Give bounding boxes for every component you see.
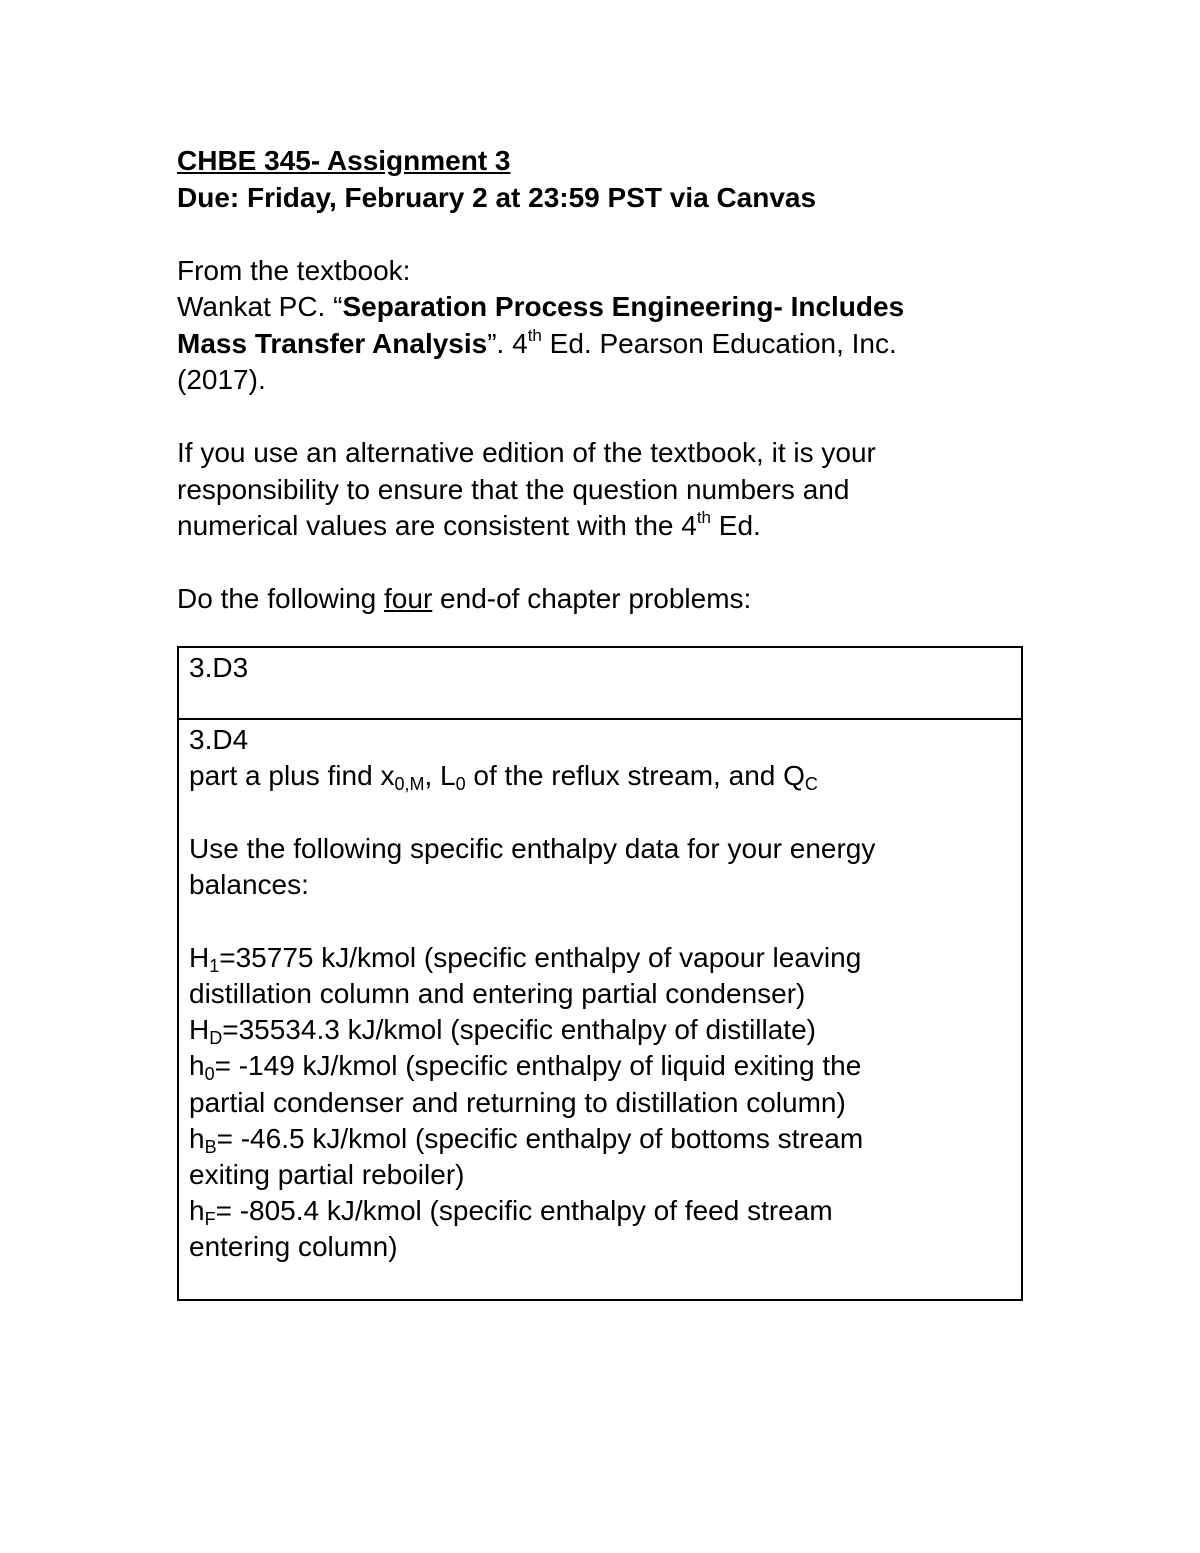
problem-part-a (189, 758, 1011, 794)
q-subscript: C (804, 774, 818, 795)
h0-subscript: 0 (204, 1064, 215, 1085)
hd-symbol: H (189, 1014, 210, 1046)
hf-subscript: F (204, 1209, 216, 1230)
hb-symbol: h (189, 1122, 205, 1154)
l-subscript: 0 (455, 774, 466, 795)
textbook-edition-superscript: th (527, 325, 542, 345)
x-symbol: x (380, 760, 395, 792)
enthalpy-intro-line1: Use the following specific enthalpy data for your energy (189, 832, 876, 864)
spacer (177, 216, 1027, 253)
separator: , (424, 760, 441, 792)
instructions-pre: Do the following (177, 583, 385, 614)
notice-line2: responsibility to ensure that the question numbers and (177, 473, 850, 505)
h1-text: =35775 kJ/kmol (specific enthalpy of vapour leaving (219, 941, 862, 973)
assignment-document (177, 143, 1027, 618)
enthalpy-h1-cont: distillation column and entering partial condenser) (189, 978, 806, 1010)
hd-subscript: D (209, 1028, 223, 1049)
h0-text: = -149 kJ/kmol (specific enthalpy of liquid exiting the (214, 1050, 862, 1082)
problem-id: 3.D4 (189, 724, 249, 755)
l-symbol: L (440, 760, 456, 792)
enthalpy-h1 (189, 940, 1011, 976)
instructions-post: end-of chapter problems: (432, 583, 752, 614)
h0-symbol: h (189, 1050, 205, 1082)
notice-line1: If you use an alternative edition of the textbook, it is your (177, 437, 876, 468)
notice-line3 (177, 508, 1027, 545)
enthalpy-intro-line2: balances: (189, 869, 309, 901)
spacer (189, 903, 1011, 940)
instructions-count: four (384, 583, 433, 614)
part-a-text: part a plus find (189, 760, 381, 792)
hb-text: = -46.5 kJ/kmol (specific enthalpy of bottoms stream (216, 1122, 864, 1154)
notice-line3-text: numerical values are consistent with the 4 (177, 510, 697, 541)
h1-symbol: H (189, 941, 210, 973)
textbook-citation-line1 (177, 289, 1027, 326)
enthalpy-hb-cont: exiting partial reboiler) (189, 1159, 465, 1191)
enthalpy-hf (189, 1193, 1011, 1229)
textbook-title-part1: Separation Process Engineering- Includes (342, 291, 905, 322)
problem-id: 3.D3 (189, 652, 249, 683)
hf-text: = -805.4 kJ/kmol (specific enthalpy of feed stream (215, 1195, 833, 1227)
textbook-title-part2: Mass Transfer Analysis (177, 327, 488, 359)
textbook-citation-line2 (177, 326, 1027, 363)
textbook-year: (2017). (177, 364, 266, 395)
problem-cell (178, 719, 1022, 1300)
notice-line3-end: Ed. (711, 510, 761, 541)
hb-subscript: B (204, 1136, 217, 1157)
due-date: Due: Friday, February 2 at 23:59 PST via Canvas (177, 181, 817, 213)
hf-symbol: h (189, 1195, 205, 1227)
table-row (178, 647, 1022, 719)
part-a-middle: of the reflux stream, and (465, 760, 784, 792)
spacer (177, 545, 1027, 582)
hd-text: =35534.3 kJ/kmol (specific enthalpy of distillate) (222, 1014, 816, 1046)
enthalpy-h0-cont: partial condenser and returning to distillation column) (189, 1086, 846, 1118)
spacer (177, 399, 1027, 436)
instructions (177, 581, 1027, 618)
problem-cell (178, 647, 1022, 719)
textbook-intro: From the textbook: (177, 254, 411, 286)
spacer (189, 794, 1011, 831)
h1-subscript: 1 (209, 955, 220, 976)
enthalpy-hb (189, 1121, 1011, 1157)
problems-table (177, 646, 1023, 1301)
enthalpy-h0 (189, 1048, 1011, 1084)
textbook-publisher: Ed. Pearson Education, Inc. (541, 327, 897, 359)
assignment-title: CHBE 345- Assignment 3 (177, 145, 511, 176)
enthalpy-hd (189, 1012, 1011, 1048)
x-subscript: 0,M (394, 774, 425, 795)
notice-edition-superscript: th (696, 508, 712, 527)
table-row (178, 719, 1022, 1300)
q-symbol: Q (783, 760, 805, 792)
textbook-edition-prefix: ”. 4 (487, 327, 528, 359)
enthalpy-hf-cont: entering column) (189, 1231, 398, 1263)
textbook-author: Wankat PC. “ (177, 291, 343, 322)
